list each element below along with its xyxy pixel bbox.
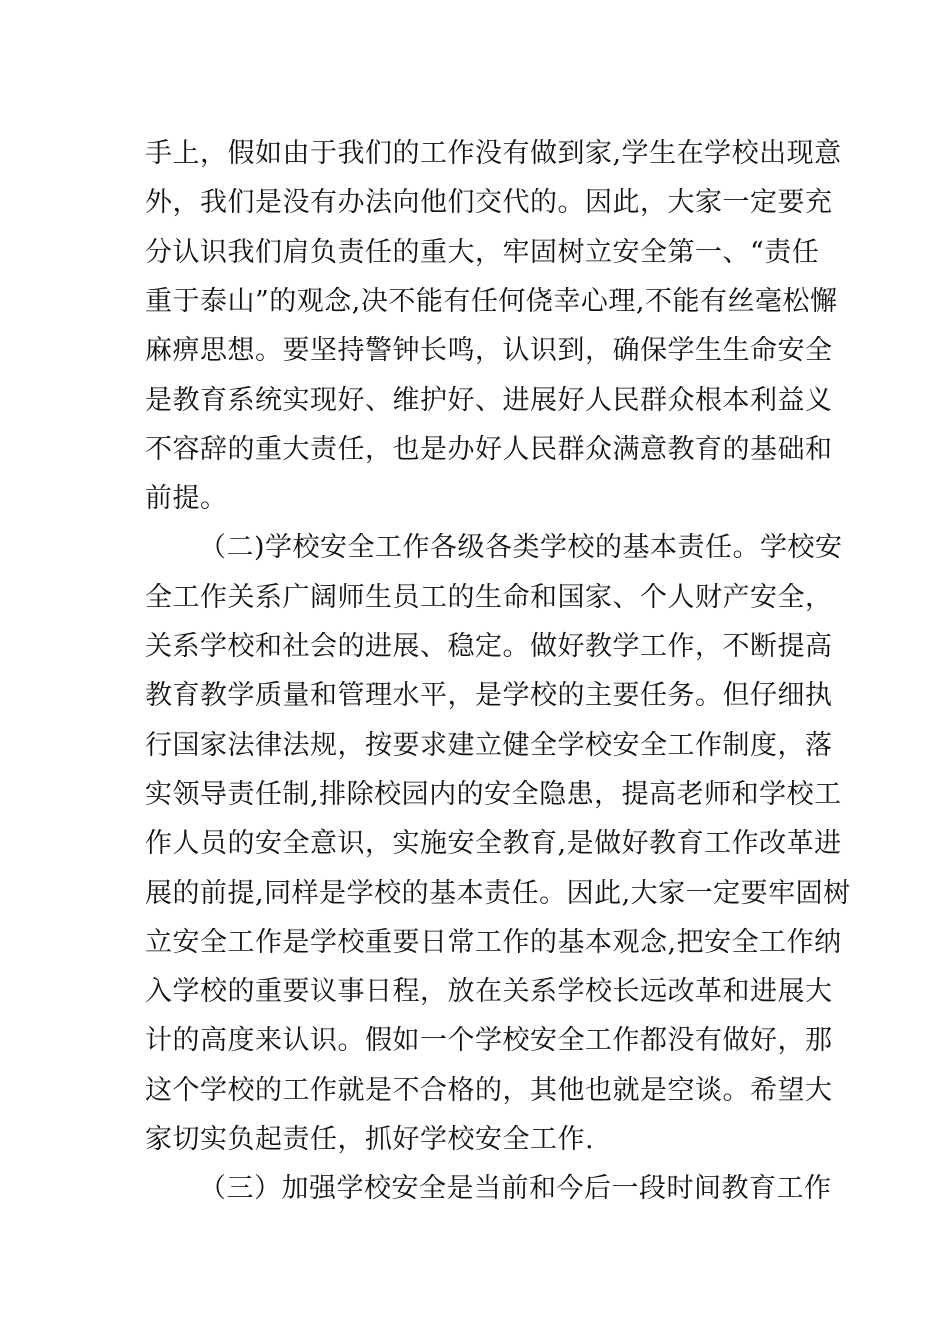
text-line: 行国家法律法规，按要求建立健全学校安全工作制度，落	[145, 729, 833, 761]
text-line: 立安全工作是学校重要日常工作的基本观念,把安全工作纳	[145, 926, 842, 958]
text-line: 作人员的安全意识，实施安全教育,是做好教育工作改革进	[145, 828, 842, 860]
text-line: 家切实负起责任，抓好学校安全工作.	[145, 1124, 595, 1155]
text-line: 这个学校的工作就是不合格的，其他也就是空谈。希望大	[145, 1074, 833, 1106]
text-line: 关系学校和社会的进展、稳定。做好教学工作，不断提高	[145, 631, 833, 662]
text-line: 分认识我们肩负责任的重大，牢固树立安全第一、“责任	[145, 236, 820, 268]
text-line: 前提。	[145, 483, 228, 515]
text-line: 展的前提,同样是学校的基本责任。因此,大家一定要牢固树	[145, 877, 851, 909]
paragraph-start-line: （三）加强学校安全是当前和今后一段时间教育工作	[199, 1173, 832, 1205]
text-line: 不容辞的重大责任，也是办好人民群众满意教育的基础和	[145, 433, 833, 465]
paragraph-start-line: （二)学校安全工作各级各类学校的基本责任。学校安	[199, 532, 843, 564]
text-line: 实领导责任制,排除校园内的安全隐患，提高老师和学校工	[145, 778, 842, 810]
text-line: 全工作关系广阔师生员工的生命和国家、个人财产安全，	[145, 581, 833, 613]
text-line: 计的高度来认识。假如一个学校安全工作都没有做好，那	[145, 1025, 833, 1057]
text-line: 入学校的重要议事日程，放在关系学校长远改革和进展大	[145, 976, 833, 1008]
text-line: 手上，假如由于我们的工作没有做到家,学生在学校出现意	[145, 138, 842, 169]
text-line: 麻痹思想。要坚持警钟长鸣，认识到，确保学生生命安全	[145, 335, 833, 367]
text-line: 教育教学质量和管理水平，是学校的主要任务。但仔细执	[145, 680, 833, 712]
text-line: 外，我们是没有办法向他们交代的。因此，大家一定要充	[145, 187, 833, 219]
text-line: 是教育系统实现好、维护好、进展好人民群众根本利益义	[145, 384, 833, 416]
text-line: 重于泰山”的观念,决不能有任何侥幸心理,不能有丝毫松懈	[145, 285, 838, 317]
